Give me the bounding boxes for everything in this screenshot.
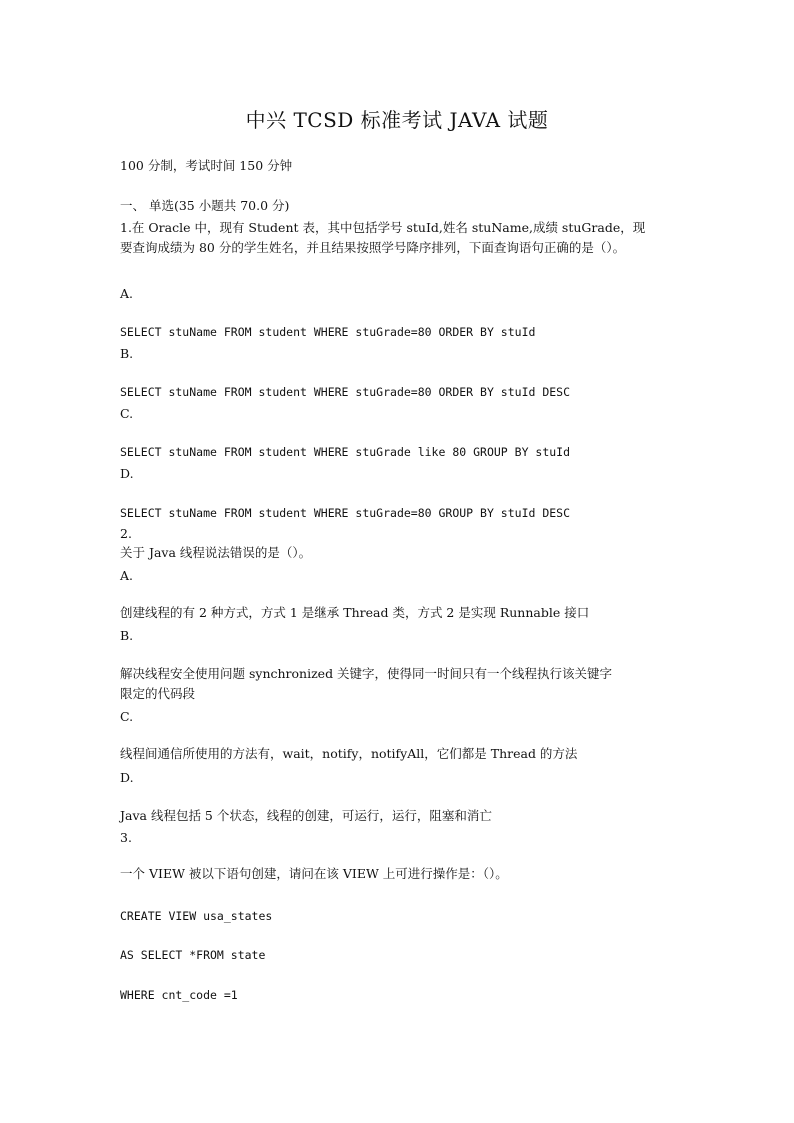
q2-option-c-text: 线程间通信所使用的方法有，wait，notify，notifyAll，它们都是 Thread 的方法	[120, 746, 578, 761]
q1-option-a-label: A.	[120, 286, 134, 301]
q1-text-line2: 要查询成绩为 80 分的学生姓名，并且结果按照学号降序排列，下面查询语句正确的是（）。	[120, 240, 626, 255]
q3-code-line1: CREATE VIEW usa_states	[120, 909, 273, 923]
q3-code-line2: AS SELECT *FROM state	[120, 948, 266, 962]
q2-option-a-label: A.	[120, 568, 134, 583]
q2-option-a-text: 创建线程的有 2 种方式，方式 1 是继承 Thread 类，方式 2 是实现 Runnable 接口	[120, 605, 590, 620]
q3-text: 一个 VIEW 被以下语句创建，请问在该 VIEW 上可进行操作是：（）。	[120, 866, 508, 881]
q1-option-d-label: D.	[120, 466, 134, 481]
q2-option-d-label: D.	[120, 770, 134, 785]
q1-text-line1: 1.在 Oracle 中，现有 Student 表，其中包括学号 stuId,姓名 stuName,成绩 stuGrade，现	[120, 220, 646, 235]
q2-option-c-label: C.	[120, 709, 134, 724]
q1-option-c-text: SELECT stuName FROM student WHERE stuGrade like 80 GROUP BY stuId	[120, 445, 571, 459]
q2-option-d-text: Java 线程包括 5 个状态，线程的创建，可运行，运行，阻塞和消亡	[120, 808, 492, 823]
section-heading: 一、 单选(35 小题共 70.0 分)	[120, 198, 290, 213]
q1-option-b-label: B.	[120, 346, 134, 361]
q2-option-b-text-line2: 限定的代码段	[120, 686, 196, 701]
q2-number: 2.	[120, 526, 132, 541]
q1-option-d-text: SELECT stuName FROM student WHERE stuGrade=80 GROUP BY stuId DESC	[120, 506, 571, 520]
q1-option-a-text: SELECT stuName FROM student WHERE stuGrade=80 ORDER BY stuId	[120, 325, 536, 339]
document-title: 中兴 TCSD 标准考试 JAVA 试题	[245, 108, 549, 132]
q3-number: 3.	[120, 830, 132, 845]
q1-option-c-label: C.	[120, 406, 134, 421]
q3-code-line3: WHERE cnt_code =1	[120, 988, 238, 1002]
exam-meta: 100 分制，考试时间 150 分钟	[120, 158, 293, 173]
q2-text: 关于 Java 线程说法错误的是（）。	[120, 545, 312, 560]
q1-option-b-text: SELECT stuName FROM student WHERE stuGrade=80 ORDER BY stuId DESC	[120, 385, 571, 399]
q2-option-b-text-line1: 解决线程安全使用问题 synchronized 关键字，使得同一时间只有一个线程执行该关键字	[120, 666, 613, 681]
q2-option-b-label: B.	[120, 628, 134, 643]
